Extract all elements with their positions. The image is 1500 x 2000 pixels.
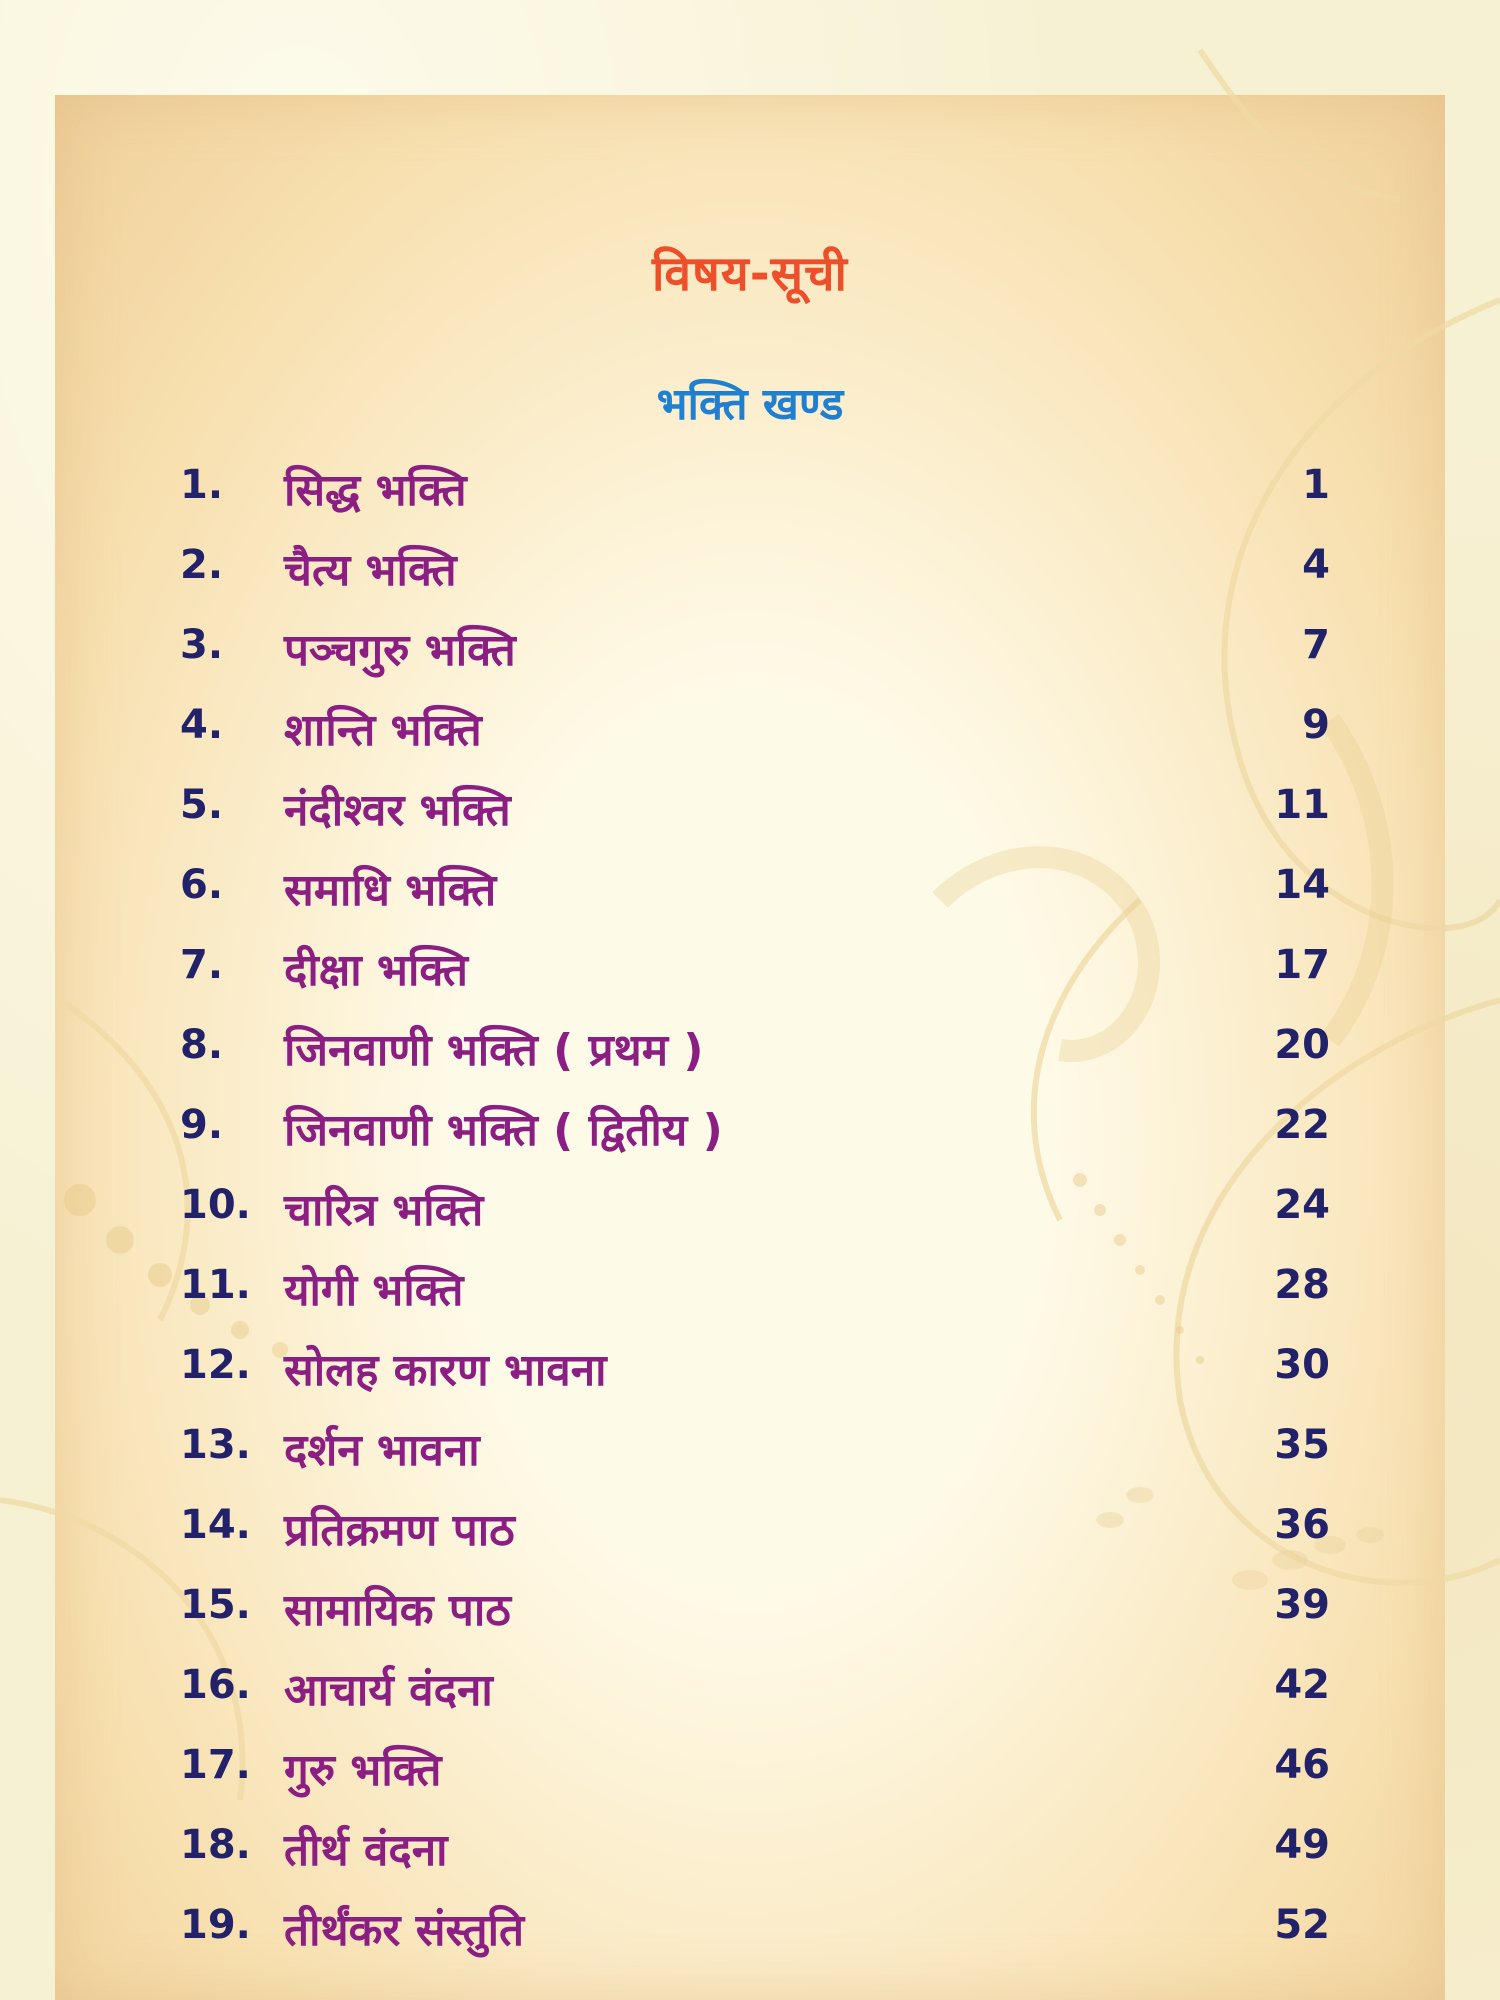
toc-entry-page-number: 9 [1302, 702, 1330, 748]
table-of-contents [180, 450, 1330, 1970]
toc-entry [180, 1090, 1330, 1170]
toc-entry-page-number: 17 [1274, 942, 1330, 988]
toc-entry [180, 1410, 1330, 1490]
toc-entry-page-number: 30 [1274, 1342, 1330, 1388]
toc-entry-number: 7. [180, 942, 224, 988]
toc-entry-number: 13. [180, 1422, 251, 1468]
toc-entry-number: 11. [180, 1262, 251, 1308]
toc-entry [180, 1890, 1330, 1970]
toc-entry-page-number: 24 [1274, 1182, 1330, 1228]
toc-entry [180, 930, 1330, 1010]
toc-entry-title: पञ्चगुरु भक्ति [284, 625, 516, 676]
toc-entry-number: 14. [180, 1502, 251, 1548]
toc-entry [180, 1010, 1330, 1090]
toc-entry-number: 19. [180, 1902, 251, 1948]
toc-entry-page-number: 35 [1274, 1422, 1330, 1468]
toc-entry-page-number: 1 [1302, 462, 1330, 508]
toc-entry-page-number: 46 [1274, 1742, 1330, 1788]
toc-entry-number: 4. [180, 702, 224, 748]
toc-entry-title: दर्शन भावना [284, 1425, 480, 1476]
toc-entry-title: सोलह कारण भावना [284, 1345, 607, 1396]
toc-entry-number: 3. [180, 622, 224, 668]
toc-entry [180, 690, 1330, 770]
toc-entry-title: गुरु भक्ति [284, 1745, 442, 1796]
toc-entry-number: 2. [180, 542, 224, 588]
toc-entry-number: 18. [180, 1822, 251, 1868]
toc-entry-title: जिनवाणी भक्ति ( प्रथम ) [284, 1025, 704, 1076]
toc-entry [180, 1490, 1330, 1570]
toc-entry-page-number: 36 [1274, 1502, 1330, 1548]
toc-entry-number: 6. [180, 862, 224, 908]
toc-entry [180, 450, 1330, 530]
toc-entry [180, 1570, 1330, 1650]
toc-entry [180, 1170, 1330, 1250]
toc-entry-page-number: 49 [1274, 1822, 1330, 1868]
toc-entry-page-number: 7 [1302, 622, 1330, 668]
toc-entry-number: 8. [180, 1022, 224, 1068]
toc-entry-page-number: 4 [1302, 542, 1330, 588]
toc-entry-title: सामायिक पाठ [284, 1585, 511, 1636]
toc-entry-title: आचार्य वंदना [284, 1665, 493, 1716]
toc-entry-number: 1. [180, 462, 224, 508]
toc-entry [180, 1250, 1330, 1330]
toc-entry-title: तीर्थंकर संस्तुति [284, 1905, 525, 1956]
toc-entry [180, 1650, 1330, 1730]
toc-entry-number: 17. [180, 1742, 251, 1788]
toc-entry [180, 770, 1330, 850]
contents-title: विषय-सूची [652, 246, 848, 302]
toc-entry-title: दीक्षा भक्ति [284, 945, 469, 996]
toc-entry-page-number: 52 [1274, 1902, 1330, 1948]
section-heading: भक्ति खण्ड [656, 379, 844, 430]
toc-entry-number: 15. [180, 1582, 251, 1628]
toc-entry [180, 530, 1330, 610]
toc-entry-number: 5. [180, 782, 224, 828]
toc-entry-number: 12. [180, 1342, 251, 1388]
toc-entry [180, 1730, 1330, 1810]
toc-entry-page-number: 39 [1274, 1582, 1330, 1628]
toc-entry-number: 16. [180, 1662, 251, 1708]
toc-entry-number: 9. [180, 1102, 224, 1148]
toc-entry-number: 10. [180, 1182, 251, 1228]
toc-entry [180, 1330, 1330, 1410]
toc-entry-title: तीर्थ वंदना [284, 1825, 448, 1876]
toc-entry-title: सिद्ध भक्ति [284, 465, 467, 516]
toc-entry-title: प्रतिक्रमण पाठ [284, 1505, 515, 1556]
toc-entry-page-number: 11 [1274, 782, 1330, 828]
toc-entry-page-number: 22 [1274, 1102, 1330, 1148]
toc-entry-page-number: 14 [1274, 862, 1330, 908]
toc-entry-title: शान्ति भक्ति [284, 705, 482, 756]
toc-entry-title: नंदीश्वर भक्ति [284, 785, 511, 836]
toc-entry-title: चैत्य भक्ति [284, 545, 457, 596]
toc-entry-page-number: 28 [1274, 1262, 1330, 1308]
toc-entry [180, 850, 1330, 930]
toc-entry-page-number: 42 [1274, 1662, 1330, 1708]
toc-entry-title: योगी भक्ति [284, 1265, 464, 1316]
toc-entry-title: चारित्र भक्ति [284, 1185, 484, 1236]
toc-entry-title: समाधि भक्ति [284, 865, 497, 916]
toc-entry [180, 1810, 1330, 1890]
toc-entry-page-number: 20 [1274, 1022, 1330, 1068]
toc-entry-title: जिनवाणी भक्ति ( द्वितीय ) [284, 1105, 723, 1156]
toc-entry [180, 610, 1330, 690]
